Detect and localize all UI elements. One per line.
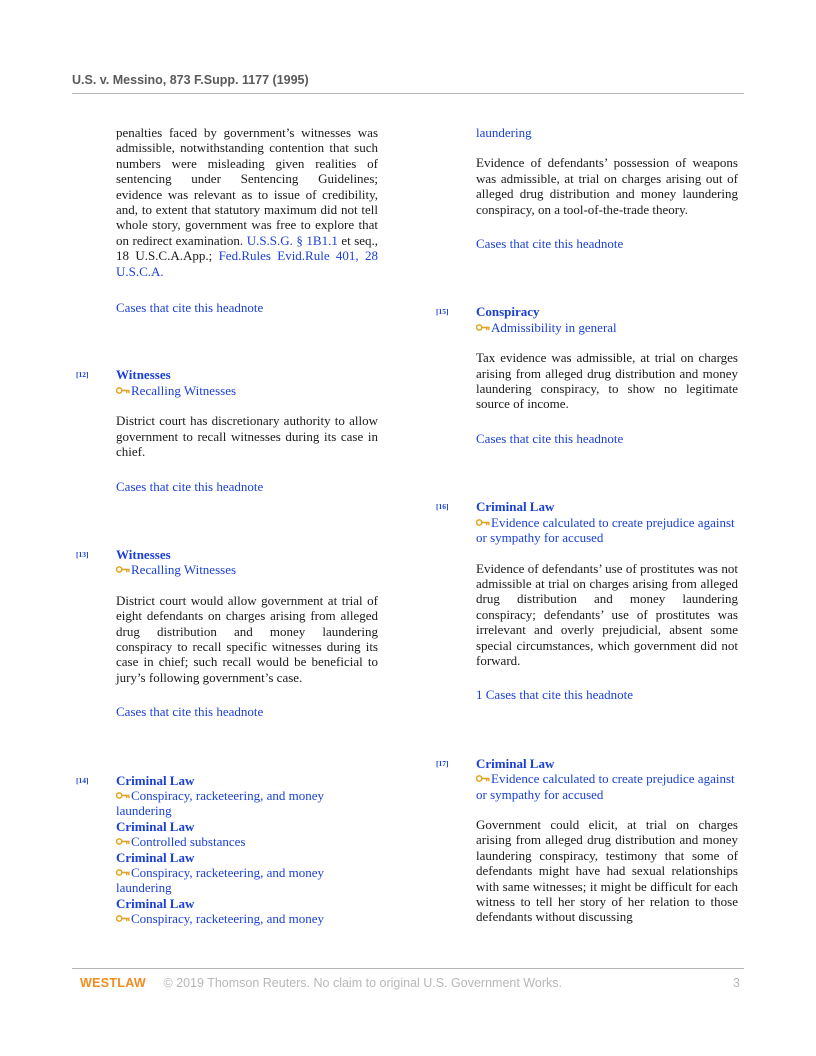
left-column	[76, 125, 379, 927]
headnote-text: penalties faced by government’s witnesses was admissible, notwithstanding contention that such numbers were misleading given realities of sentencing under Sentencing Guidelines; evidence was relevant as to issue of credibility, and, to extent that statutory maximum did not tell whole story, government was free to explore that on redirect examination.	[116, 125, 378, 248]
topic-link[interactable]: Criminal Law	[476, 755, 555, 771]
topic-link[interactable]: Conspiracy	[476, 304, 540, 320]
ussg-link[interactable]: U.S.S.G. § 1B1.1	[246, 232, 338, 248]
headnote-14	[76, 772, 378, 927]
headnote-16	[436, 499, 738, 703]
subtopic-link[interactable]	[476, 320, 738, 335]
subtopic-link[interactable]	[476, 515, 738, 546]
cases-cite-link[interactable]: Cases that cite this headnote	[116, 478, 264, 494]
headnote-text: Evidence of defendants’ possession of weapons was admissible, at trial on charges arising out of alleged drug distribution and money laundering conspiracy, on a tool-of-the-trade theory.	[476, 155, 738, 217]
headnote-11-continued	[116, 125, 378, 279]
subtopic-label: Evidence calculated to create prejudice against or sympathy for accused	[476, 514, 735, 546]
key-icon	[116, 869, 130, 876]
headnote-citation-text: et seq., 18 U.S.C.A.App.;	[116, 232, 379, 264]
key-icon	[116, 838, 130, 845]
subtopic-link[interactable]	[116, 562, 378, 577]
topic-link[interactable]: Criminal Law	[116, 895, 195, 911]
topic-link[interactable]: Criminal Law	[116, 849, 195, 865]
footer-divider	[72, 968, 744, 969]
headnote-number[interactable]: [13]	[76, 549, 89, 559]
copyright-notice: © 2019 Thomson Reuters. No claim to original U.S. Government Works.	[163, 976, 562, 990]
key-icon	[116, 566, 130, 573]
headnote-12	[76, 367, 378, 494]
subtopic-label: Recalling Witnesses	[131, 562, 237, 578]
subtopic-link[interactable]	[116, 911, 378, 926]
subtopic-link[interactable]	[116, 788, 378, 819]
subtopic-label: Conspiracy, racketeering, and money	[131, 911, 325, 927]
subtopic-label: Conspiracy, racketeering, and money laundering	[116, 865, 325, 896]
key-icon	[476, 324, 490, 331]
headnote-13	[76, 546, 378, 720]
cases-cite-link[interactable]: 1 Cases that cite this headnote	[476, 687, 634, 703]
topic-link[interactable]: Criminal Law	[116, 818, 195, 834]
header-divider	[72, 93, 744, 94]
headnote-text: Tax evidence was admissible, at trial on charges arising from alleged drug distribution and money laundering conspiracy, to show no legitimate source of income.	[476, 350, 738, 412]
topic-link[interactable]: Criminal Law	[116, 772, 195, 788]
subtopic-link[interactable]: laundering	[476, 125, 532, 140]
key-icon	[476, 775, 490, 782]
headnote-text: Evidence of defendants’ use of prostitutes was not admissible at trial on charges arising from alleged drug distribution and money laundering conspiracy; defendants’ use of prostitutes was irrelevant and overly prejudicial, absent some special circumstances, which government did not forward.	[476, 560, 738, 668]
subtopic-link[interactable]	[116, 865, 378, 896]
cases-cite-link[interactable]: Cases that cite this headnote	[116, 704, 264, 720]
subtopic-label: Recalling Witnesses	[131, 382, 237, 398]
cases-cite-link[interactable]: Cases that cite this headnote	[476, 236, 624, 252]
topic-link[interactable]: Witnesses	[116, 546, 171, 562]
cases-cite-link[interactable]: Cases that cite this headnote	[116, 300, 264, 316]
headnote-number[interactable]: [16]	[436, 502, 449, 512]
right-column	[436, 125, 738, 925]
key-icon	[116, 792, 130, 799]
headnote-number[interactable]: [15]	[436, 307, 449, 317]
page-number: 3	[733, 976, 740, 990]
key-icon	[476, 519, 490, 526]
headnote-text: Government could elicit, at trial on charges arising from alleged drug distribution and money laundering conspiracy, testimony that some of defendants might have had sexual relationships with same witnesses; it might be difficult for each witness to tell her story of her relation to those defendants without discussing	[476, 816, 738, 925]
fed-rules-evid-link[interactable]: Fed.Rules Evid.Rule 401, 28 U.S.C.A.	[116, 248, 379, 279]
subtopic-link[interactable]	[476, 771, 738, 802]
subtopic-label: Conspiracy, racketeering, and money laundering	[116, 787, 325, 819]
page-footer	[80, 976, 740, 990]
cases-cite-link[interactable]: Cases that cite this headnote	[476, 430, 624, 446]
headnote-15	[436, 304, 738, 446]
headnote-text: District court would allow government at trial of eight defendants on charges arising from alleged drug distribution and money laundering conspiracy to recall specific witnesses during its case in chief; such recall would be beneficial to jury’s following government’s case.	[116, 592, 378, 685]
headnote-17	[436, 755, 738, 925]
key-icon	[116, 915, 130, 922]
headnote-text: District court has discretionary authority to allow government to recall witnesses during its case in chief.	[116, 413, 378, 460]
subtopic-label: Evidence calculated to create prejudice against or sympathy for accused	[476, 771, 735, 802]
key-icon	[116, 387, 130, 394]
subtopic-label: Admissibility in general	[491, 319, 617, 335]
subtopic-link[interactable]	[116, 834, 378, 849]
headnote-number[interactable]: [17]	[436, 758, 449, 768]
topic-link[interactable]: Criminal Law	[476, 499, 555, 515]
subtopic-label: Controlled substances	[131, 834, 246, 850]
page-header-title: U.S. v. Messino, 873 F.Supp. 1177 (1995)	[72, 73, 309, 87]
subtopic-link[interactable]	[116, 383, 378, 398]
topic-link[interactable]: Witnesses	[116, 367, 171, 383]
westlaw-logo: WESTLAW	[80, 976, 146, 990]
headnote-number[interactable]: [14]	[76, 775, 89, 785]
headnote-number[interactable]: [12]	[76, 370, 89, 380]
